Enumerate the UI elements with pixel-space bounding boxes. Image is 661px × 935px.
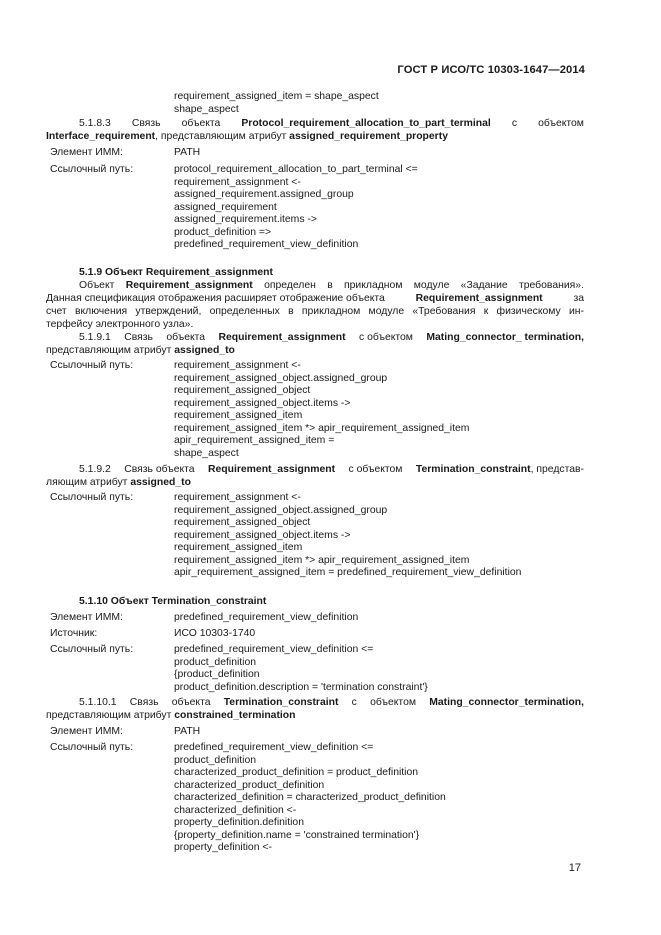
imm-element-value: PATH [174,147,201,158]
ref-path-line: requirement_assigned_item *> apir_requirement_assigned_item [174,554,470,566]
word: объекта [166,332,206,343]
paragraph-line [46,280,584,293]
text: с объектом [358,332,413,343]
word: в [327,280,333,291]
page-number: 17 [568,862,581,874]
word: модуле [413,280,450,291]
subsection-5-1-9-1-line1 [46,332,584,345]
text: Данная спецификация отображения расширяет отображение объекта [46,293,385,304]
imm-element-label: Элемент ИММ: [50,147,123,158]
entity-name: Termination_constraint [415,464,531,475]
ref-path-line: requirement_assigned_item [174,410,303,421]
entity-name: Mating_connector_ termination, [426,332,584,343]
ref-path-line: {property_definition.name = 'constrained termination'} [174,829,420,841]
ref-path-line: predefined_requirement_view_definition <= [174,742,374,753]
ref-path-label: Ссылочный путь: [50,492,134,503]
ref-path-line: predefined_requirement_view_definition <= [174,644,374,655]
ref-path-line: requirement_assigned_object.assigned_group [174,372,388,384]
word: объектом [370,697,416,708]
entity-name: Requirement_assignment [415,293,543,304]
source-label: Источник: [50,628,98,639]
imm-element-value: predefined_requirement_view_definition [174,612,359,623]
subsection-5-1-8-3-line2 [46,131,448,144]
source-value: ИСО 10303-1740 [174,628,256,639]
word: Объект [79,280,115,291]
word: Связь [131,118,161,129]
section-heading-5-1-10: 5.1.10 Объект Termination_constraint [79,596,267,607]
text: представляющим атрибут [46,710,172,721]
ref-path-line: shape_aspect [174,104,239,115]
ref-path-line: characterized_product_definition [174,779,325,791]
word: с [351,697,357,708]
paragraph-line: счет включения утверждений, определенных в прикладном модуле «Требования к физическому ин- [46,306,584,317]
ref-path-label: Ссылочный путь: [50,360,134,371]
ref-path-line: predefined_requirement_view_definition [174,239,359,250]
section-number: 5.1.9.2 [79,464,111,475]
ref-path-line: product_definition [174,754,257,766]
subsection-5-1-8-3-line1 [46,118,584,131]
text: ляющим атрибут [46,477,128,488]
ref-path-line: assigned_requirement.items -> [174,214,317,225]
word: Связь [129,697,159,708]
word: за [573,293,584,304]
word: Связь [124,332,153,343]
word: объектом [538,118,584,129]
attribute-name: constrained_termination [174,710,296,721]
ref-path-line: characterized_definition <- [174,804,297,816]
entity-name: Mating_connector_termination, [429,697,584,708]
paragraph-line: терфейсу электронного узла». [46,318,194,330]
subsection-5-1-9-2-line1 [46,464,584,477]
ref-path-line: apir_requirement_assigned_item = predefined_requirement_view_definition [174,567,522,578]
subsection-5-1-10-1-line1 [46,697,584,710]
text: , представ- [530,464,584,475]
ref-path-line: requirement_assigned_object.assigned_group [174,504,388,516]
word: объекта [171,697,211,708]
ref-path-line: shape_aspect [174,447,239,459]
ref-path-label: Ссылочный путь: [50,164,134,175]
section-number: 5.1.9.1 [79,332,111,343]
ref-path-label: Ссылочный путь: [50,742,134,753]
ref-path-line: protocol_requirement_allocation_to_part_terminal <= [174,164,418,175]
subsection-5-1-10-1-line2 [46,710,296,723]
section-number: 5.1.10.1 [79,697,117,708]
ref-path-line: property_definition.definition [174,817,304,828]
word: определен [264,280,316,291]
text: , представляющим атрибут [155,131,287,142]
document-code-header: ГОСТ Р ИСО/ТС 10303-1647—2014 [397,64,585,76]
word: с [511,118,518,129]
ref-path-line: requirement_assigned_object [174,385,311,396]
imm-element-value: PATH [174,726,201,737]
entity-name: Requirement_assignment [208,464,336,475]
word: объекта [181,118,221,129]
imm-element-label: Элемент ИММ: [50,612,123,623]
imm-element-label: Элемент ИММ: [50,726,123,737]
word: прикладном [344,280,403,291]
attribute-name: assigned_to [174,345,235,356]
subsection-5-1-9-1-line2 [46,345,235,358]
ref-path-line: assigned_requirement.assigned_group [174,189,354,200]
ref-path-line: product_definition => [174,226,272,238]
ref-path-line: requirement_assignment <- [174,176,301,188]
text: с объектом [348,464,403,475]
ref-path-label: Ссылочный путь: [50,644,134,655]
ref-path-line: requirement_assignment <- [174,360,301,371]
entity-name: Interface_requirement [46,131,156,142]
entity-name: Protocol_requirement_allocation_to_part_terminal [241,118,491,129]
ref-path-line: {product_definition [174,669,260,680]
ref-path-line: characterized_product_definition = product_definition [174,767,419,778]
ref-path-line: requirement_assigned_item *> apir_requirement_assigned_item [174,422,470,434]
section-heading-5-1-9: 5.1.9 Объект Requirement_assignment [79,267,273,278]
entity-name: Requirement_assignment [125,280,253,291]
ref-path-line: product_definition.description = 'termination constraint'} [174,681,428,693]
attribute-name: assigned_requirement_property [289,131,448,142]
entity-name: Termination_constraint [223,697,339,708]
text: Связь объекта [124,464,195,475]
attribute-name: assigned_to [130,477,191,488]
ref-path-line: requirement_assignment <- [174,492,301,503]
ref-path-line: product_definition [174,656,257,668]
subsection-5-1-9-2-line2 [46,477,191,490]
ref-path-line: requirement_assigned_object [174,517,311,528]
word: требования». [518,280,584,291]
ref-path-line: apir_requirement_assigned_item = [174,435,335,446]
text: представляющим атрибут [46,345,172,356]
ref-path-line: requirement_assigned_object.items -> [174,529,351,541]
word: «Задание [460,280,508,291]
ref-path-line: requirement_assigned_item = shape_aspect [174,91,379,102]
ref-path-line: requirement_assigned_object.items -> [174,397,351,409]
ref-path-line: requirement_assigned_item [174,542,303,553]
ref-path-line: property_definition <- [174,842,272,853]
ref-path-line: characterized_definition = characterized_product_definition [174,792,446,803]
section-number: 5.1.8.3 [79,118,111,129]
entity-name: Requirement_assignment [218,332,346,343]
paragraph-line [46,293,584,306]
ref-path-line: assigned_requirement [174,201,277,213]
